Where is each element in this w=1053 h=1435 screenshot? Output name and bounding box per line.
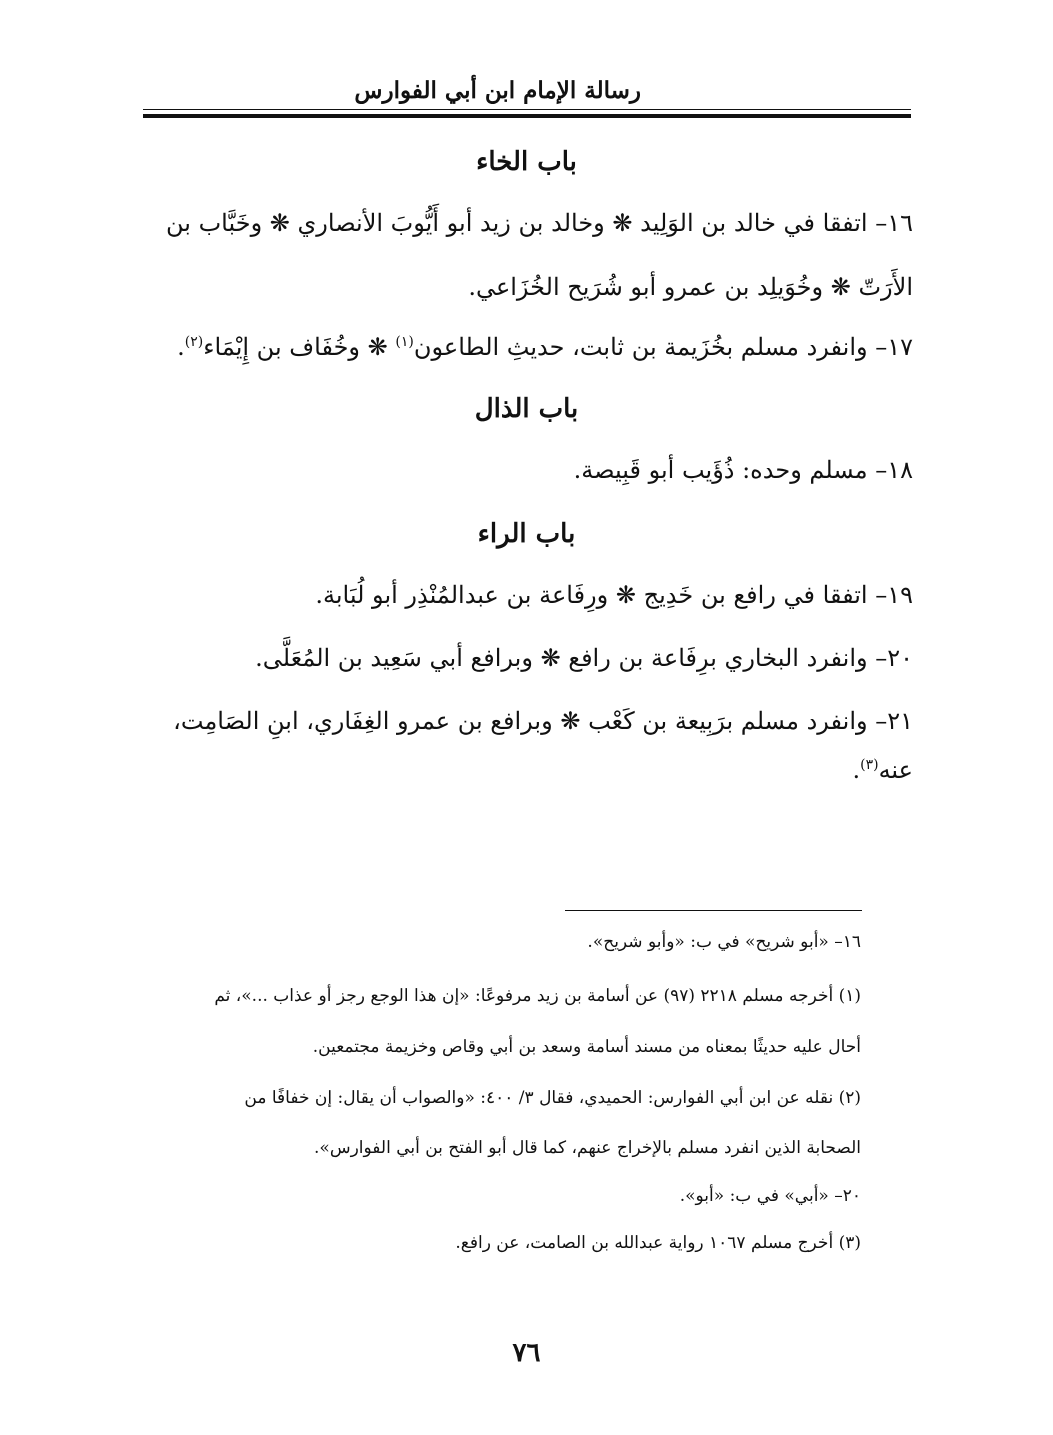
entry-19: ١٩– اتفقا في رافع بن خَدِيج ❋ ورِفَاعة بن عبدالمُنْذِر أبو لُبَابة. [315, 581, 913, 609]
footnote-16: ١٦– «أبو شريح» في ب: «وأبو شريح». [587, 932, 861, 952]
footnote-2-line-1: (٢) نقله عن ابن أبي الفوارس: الحميدي، فقال ٣/ ٤٠٠: «والصواب أن يقال: إن خفافًا من [244, 1088, 861, 1108]
footnote-1-line-1: (١) أخرجه مسلم ٢٢١٨ (٩٧) عن أسامة بن زيد مرفوعًا: «إن هذا الوجع رجز أو عذاب ...»، ثم [214, 986, 861, 1006]
footnote-20: ٢٠– «أبي» في ب: «أبو». [679, 1186, 861, 1206]
footnote-ref-2: (٢) [184, 334, 204, 350]
entry-18: ١٨– مسلم وحده: ذُؤَيب أبو قَبِيصة. [573, 456, 913, 484]
entry-16-line-1: ١٦– اتفقا في خالد بن الوَلِيد ❋ وخالد بن زيد أبو أَيُّوبَ الأنصاري ❋ وخَبَّاب بن [166, 209, 913, 237]
running-header: رسالة الإمام ابن أبي الفوارس [354, 77, 641, 104]
entry-17-text-b: ❋ وخُفَاف بن إِيْمَاء [203, 333, 396, 361]
footnote-3: (٣) أخرج مسلم ١٠٦٧ رواية عبدالله بن الصامت، عن رافع. [455, 1233, 861, 1253]
footnote-ref-1: (١) [395, 334, 414, 350]
section-title-dhal: باب الذال [474, 394, 579, 424]
entry-20: ٢٠– وانفرد البخاري برِفَاعة بن رافع ❋ وبرافع أبي سَعِيد بن المُعَلَّى. [255, 644, 913, 672]
entry-21-line-1: ٢١– وانفرد مسلم برَبِيعة بن كَعْب ❋ وبرافع بن عمرو الغِفَاري، ابنِ الصَامِت، [173, 707, 913, 735]
entry-17 [140, 327, 913, 367]
entry-21-line-2 [140, 750, 913, 790]
entry-21-text: عنه [878, 756, 913, 784]
entry-17-end: . [177, 333, 185, 361]
entry-16-line-2: الأَرَتّ ❋ وخُوَيلِد بن عمرو أبو شُرَيح الخُزَاعي. [468, 273, 913, 301]
section-title-ra: باب الراء [477, 519, 576, 549]
footnote-divider [565, 910, 862, 911]
entry-17-text-a: ١٧– وانفرد مسلم بخُزَيمة بن ثابت، حديثِ الطاعون [413, 333, 913, 361]
footnote-1-line-2: أحال عليه حديثًا بمعناه من مسند أسامة وسعد بن أبي وقاص وخزيمة مجتمعين. [312, 1037, 861, 1057]
header-rule-thin [143, 109, 911, 110]
header-rule-thick [143, 114, 911, 118]
page-number: ٧٦ [512, 1338, 541, 1368]
entry-21-end: . [852, 756, 861, 784]
footnote-2-line-2: الصحابة الذين انفرد مسلم بالإخراج عنهم، كما قال أبو الفتح بن أبي الفوارس». [314, 1138, 861, 1158]
section-title-kha: باب الخاء [476, 147, 577, 177]
footnote-ref-3: (٣) [860, 757, 879, 773]
